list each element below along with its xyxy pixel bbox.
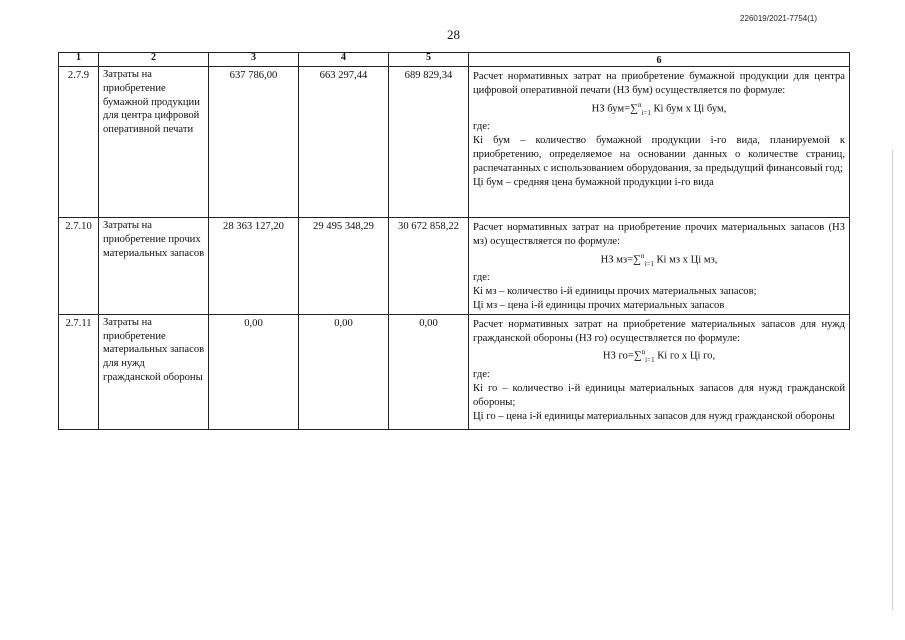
table-row [59,314,850,429]
formula-lhs: НЗ го= [602,350,634,362]
column-number: 4 [299,53,389,67]
sum-symbol-icon: ∑$^n_{i=1}$ [633,348,655,365]
amount-year-2: 0,00 [299,314,389,429]
definition: Цi го – цена i-й единицы материальных запасов для нужд гражданской обороны [473,410,835,422]
item-code: 2.7.9 [59,67,99,218]
item-name: Затраты на приобретение бумажной продукции для центра цифровой оперативной печати [99,67,209,218]
table-row [59,67,850,218]
calculation-description [469,218,850,315]
scan-edge-line [892,150,893,610]
document-id: 226019/2021-7754(1) [740,14,817,23]
column-number: 1 [59,53,99,67]
calculation-description [469,314,850,429]
formula-lhs: НЗ мз= [600,254,634,266]
definition: Кi мз – количество i-й единицы прочих материальных запасов; [473,286,757,298]
calculation-intro: Расчет нормативных затрат на приобретение материальных запасов для нужд гражданской обороны (НЗ го) осуществляется по формуле: [473,318,845,344]
column-number: 6 [469,53,850,67]
where-label: где: [473,121,490,133]
item-code: 2.7.11 [59,314,99,429]
definition: Цi мз – цена i-й единицы прочих материальных запасов [473,300,725,311]
amount-year-3: 689 829,34 [389,67,469,218]
formula-lhs: НЗ бум= [591,103,631,115]
sum-symbol-icon: ∑$^n_{i=1}$ [633,251,654,268]
table-row [59,218,850,315]
where-label: где: [473,272,490,284]
amount-year-1: 0,00 [209,314,299,429]
amount-year-1: 28 363 127,20 [209,218,299,315]
amount-year-2: 29 495 348,29 [299,218,389,315]
item-name: Затраты на приобретение материальных запасов для нужд гражданской обороны [99,314,209,429]
item-name: Затраты на приобретение прочих материальных запасов [99,218,209,315]
formula [473,101,845,118]
sum-symbol-icon: ∑$^n_{i=1}$ [630,100,651,117]
amount-year-2: 663 297,44 [299,67,389,218]
formula [473,252,845,269]
column-number: 3 [209,53,299,67]
formula-rhs: Кi го х Цi го, [654,350,716,362]
amount-year-3: 30 672 858,22 [389,218,469,315]
definition: Цi бум – средняя цена бумажной продукции i-го вида [473,176,714,188]
definition: Кi бум – количество бумажной продукции i-го вида, планируемой к приобретению, определяемое на основании данных о количестве страниц, распечатанных с использованием оборудования, за предыдущий финансовый год; [473,135,845,174]
formula-rhs: Кi бум х Цi бум, [650,103,727,115]
page-number: 28 [447,27,460,42]
amount-year-1: 637 786,00 [209,67,299,218]
amount-year-3: 0,00 [389,314,469,429]
calculation-intro: Расчет нормативных затрат на приобретение прочих материальных запасов (НЗ мз) осуществляется по формуле: [473,222,845,247]
where-label: где: [473,369,490,381]
definition: Кi го – количество i-й единицы материальных запасов для нужд гражданской обороны; [473,383,845,408]
column-number: 2 [99,53,209,67]
calculation-intro: Расчет нормативных затрат на приобретение бумажной продукции для центра цифровой оперативной печати (НЗ бум) осуществляется по формуле: [473,71,845,96]
item-code: 2.7.10 [59,218,99,315]
calculation-description [469,67,850,218]
column-number: 5 [389,53,469,67]
cost-norms-table [58,52,850,430]
table-header-row [59,53,850,67]
formula [473,348,845,365]
formula-rhs: Кi мз х Цi мз, [653,254,718,266]
